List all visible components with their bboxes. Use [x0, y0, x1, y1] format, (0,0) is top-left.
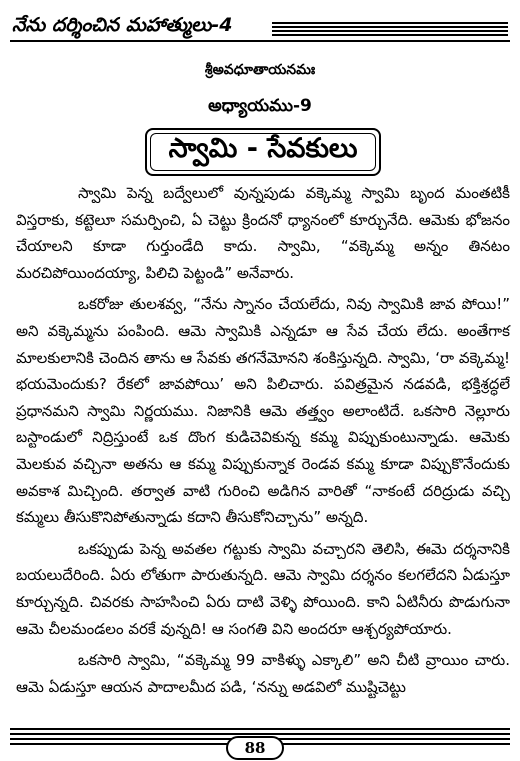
- running-title: నేను దర్శించిన మహాత్ములు-4: [12, 14, 233, 36]
- paragraph-3: ఒకప్పుడు పెన్న అవతల గట్టుకు స్వామి వచ్చారని తెలిసి, ఈమె దర్శనానికి బయలుదేరింది. ఏరు లోతుగా పారుతున్నది. ఆమె స్వామి దర్శనం కలగలేదని ఏడుస్తూ కూర్చున్నది. చివరకు సాహసించి ఏరు దాటి వెళ్ళి పోయింది. కాని ఏటినీరు పొడుగునా ఆమె చీలమండలం వరకే వున్నది! ఆ సంగతి విని అందరూ ఆశ్చర్యపోయారు.: [16, 539, 510, 638]
- page-header: [10, 4, 510, 44]
- header-decorative-lines: [272, 22, 508, 42]
- chapter-number: అధ్యాయము-9: [208, 96, 312, 116]
- page-number: 88: [226, 736, 284, 760]
- paragraph-1: స్వామి పెన్న బద్వేలులో వున్నపుడు వక్కెమ్మ స్వామి బృంద మంతటికీ విస్తరాకు, కట్టెలూ సమర్పించి, ఏ చెట్టు క్రిందనో ధ్యానంలో కూర్చునేది. ఆమెకు భోజనం చేయాలని కూడా గుర్తుండేది కాదు. స్వామి, “వక్కెమ్మ అన్నం తినటం మరచిపోయిందయ్యా, పిలిచి పెట్టండి” అనేవారు.: [16, 184, 510, 282]
- chapter-title: స్వామి - సేవకులు: [168, 133, 358, 164]
- invocation-line: శ్రీఅవధూతాయనమః: [204, 62, 316, 78]
- chapter-title-box: [145, 128, 381, 176]
- paragraph-2: ఒకరోజు తులశవ్వ, “నేను స్నానం చేయలేదు, నివు స్వామికి జావ పోయి!” అని వక్కెమ్మను పంపింది. ఆమె స్వామికి ఎన్నడూ ఆ సేవ చేయ లేదు. అంతేగాక మాలకులానికి చెందిన తాను ఆ సేవకు తగనేమోనని శంకిస్తున్నది. స్వామి, ‘రా వక్కెమ్మ! భయమెందుకు? రేకలో జావపోయి’ అని పిలిచారు. పవిత్రమైన నడవడి, భక్తిశ్రద్ధలే ప్రధానమని స్వామి నిర్ణయము. నిజానికి ఆమె తత్త్వం అలాంటిదే. ఒకసారి నెల్లూరు బస్టాండులో నిద్రిస్తుంటే ఒక దొంగ కుడిచెవికున్న కమ్మ విప్పుకుంటున్నాడు. ఆమెకు మెలకువ వచ్చినా అతను ఆ కమ్మ విప్పుకున్నాక రెండవ కమ్మ కూడా విప్పుకొనేందుకు అవకాశ మిచ్చింది. తర్వాత వాటి గురించి అడిగిన వారితో “నాకంటే దరిద్రుడు వచ్చి కమ్మలు తీసుకొనిపోతున్నాడు కదాని తీసుకోనిచ్చాను” అన్నది.: [16, 295, 510, 527]
- paragraph-4: ఒకసారి స్వామి, “వక్కెమ్మ 99 వాకిళ్ళు ఎక్కాలి” అని చీటి వ్రాయిం చారు. ఆమె ఏడుస్తూ ఆయన పాదాలమీద పడి, ‘నన్ను అడవిలో ముష్టిచెట్టు: [16, 651, 510, 696]
- body-text: [16, 180, 510, 705]
- header-rule: [10, 40, 510, 42]
